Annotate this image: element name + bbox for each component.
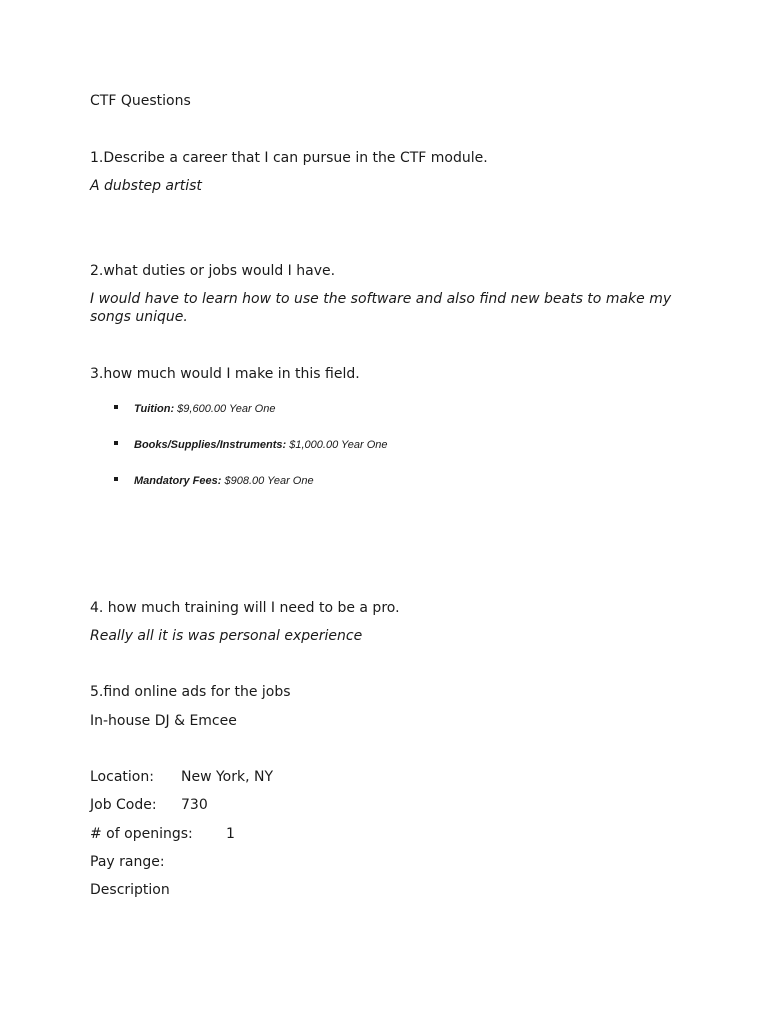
field-pay-range-label: Pay range: [90,854,165,870]
document-title: CTF Questions [90,93,191,109]
field-location-value: New York, NY [181,769,274,785]
cost-item-label: Mandatory Fees: [134,475,222,487]
question-4: 4. how much training will I need to be a pro. [90,600,400,616]
answer-1: A dubstep artist [90,178,202,194]
field-location-label: Location: [90,769,154,785]
field-job-code-value: 730 [181,797,208,813]
field-openings-label: # of openings: [90,826,193,842]
question-3: 3.how much would I make in this field. [90,366,360,382]
question-5: 5.find online ads for the jobs [90,684,291,700]
answer-4: Really all it is was personal experience [90,628,363,644]
field-job-code-label: Job Code: [90,797,157,813]
bullet-icon [114,405,118,409]
bullet-icon [114,441,118,445]
cost-item-value: $9,600.00 Year One [174,403,276,415]
cost-item-value: $908.00 Year One [221,475,314,487]
question-1: 1.Describe a career that I can pursue in the CTF module. [90,150,488,166]
bullet-icon [114,477,118,481]
cost-item-label: Tuition: [134,403,175,415]
field-openings-value: 1 [226,826,235,842]
question-2: 2.what duties or jobs would I have. [90,263,336,279]
cost-item-label: Books/Supplies/Instruments: [134,439,287,451]
job-title: In-house DJ & Emcee [90,713,237,729]
cost-item-value: $1,000.00 Year One [286,439,388,451]
answer-2: I would have to learn how to use the software and also find new beats to make my songs unique. [90,291,672,325]
cost-item-fees [114,474,314,488]
cost-item-books [114,438,388,452]
field-description-label: Description [90,882,170,898]
cost-item-tuition [114,402,275,416]
